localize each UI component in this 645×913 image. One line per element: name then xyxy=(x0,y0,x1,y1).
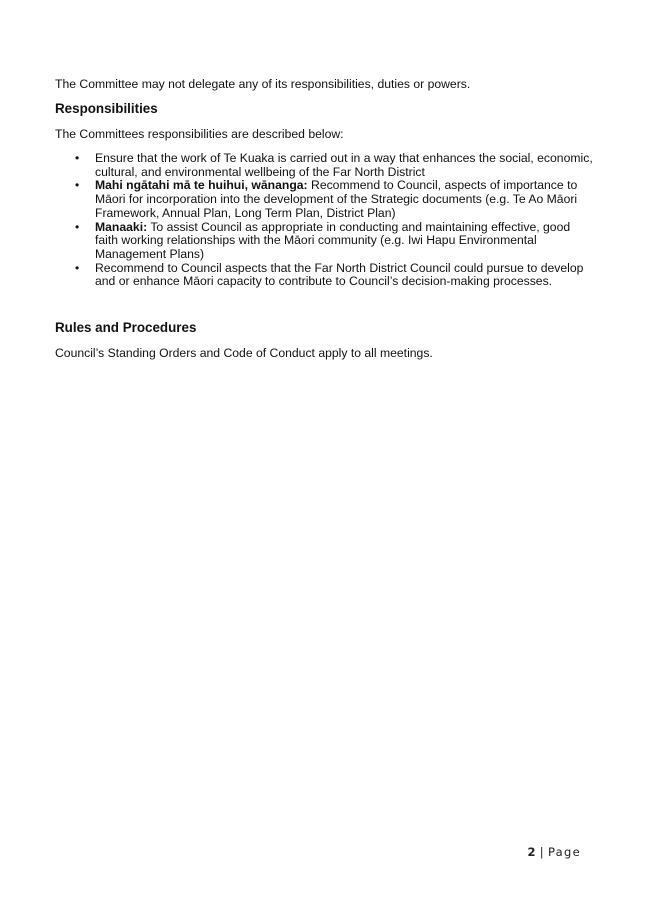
bullet-icon: • xyxy=(75,178,80,193)
list-item-line: Framework, Annual Plan, Long Term Plan, District Plan) xyxy=(95,205,396,220)
bullet-icon: • xyxy=(75,151,80,165)
responsibilities-heading: Responsibilities xyxy=(55,101,158,116)
responsibilities-description: The Committees responsibilities are described below: xyxy=(55,127,344,141)
list-item-line: Recommend to Council aspects that the Far North District Council could pursue to develop xyxy=(95,260,584,275)
page-separator: | xyxy=(539,845,545,859)
list-item-line: To assist Council as appropriate in conducting and maintaining effective, good xyxy=(147,219,571,234)
bullet-icon: • xyxy=(75,260,80,275)
list-item xyxy=(55,221,595,262)
list-item-line: cultural, and environmental wellbeing of the Far North District xyxy=(95,164,425,179)
list-item-line: Māori for incorporation into the development of the Strategic documents (e.g. Te Ao Māori xyxy=(95,192,578,207)
list-item xyxy=(55,179,595,220)
bullet-icon: • xyxy=(75,219,80,234)
responsibilities-list xyxy=(55,152,595,289)
list-item-lead: Manaaki: xyxy=(95,219,148,234)
list-item-line: Ensure that the work of Te Kuaka is carried out in a way that enhances the social, economic, xyxy=(95,151,593,165)
list-item-lead: Mahi ngātahi mā te huihui, wānanga: xyxy=(95,178,308,193)
page-label: Page xyxy=(547,845,581,859)
page-footer xyxy=(527,845,581,859)
rules-heading: Rules and Procedures xyxy=(55,320,197,335)
list-item-line: Management Plans) xyxy=(95,246,205,261)
delegation-paragraph: The Committee may not delegate any of its responsibilities, duties or powers. xyxy=(55,77,471,91)
list-item xyxy=(55,262,595,289)
page-number: 2 xyxy=(527,845,537,859)
list-item xyxy=(55,152,595,179)
list-item-line: and or enhance Māori capacity to contribute to Council’s decision-making processes. xyxy=(95,274,553,289)
list-item-line: faith working relationships with the Māori community (e.g. Iwi Hapu Environmental xyxy=(95,233,537,248)
rules-paragraph: Council’s Standing Orders and Code of Conduct apply to all meetings. xyxy=(55,346,433,360)
list-item-line: Recommend to Council, aspects of importance to xyxy=(307,178,578,193)
